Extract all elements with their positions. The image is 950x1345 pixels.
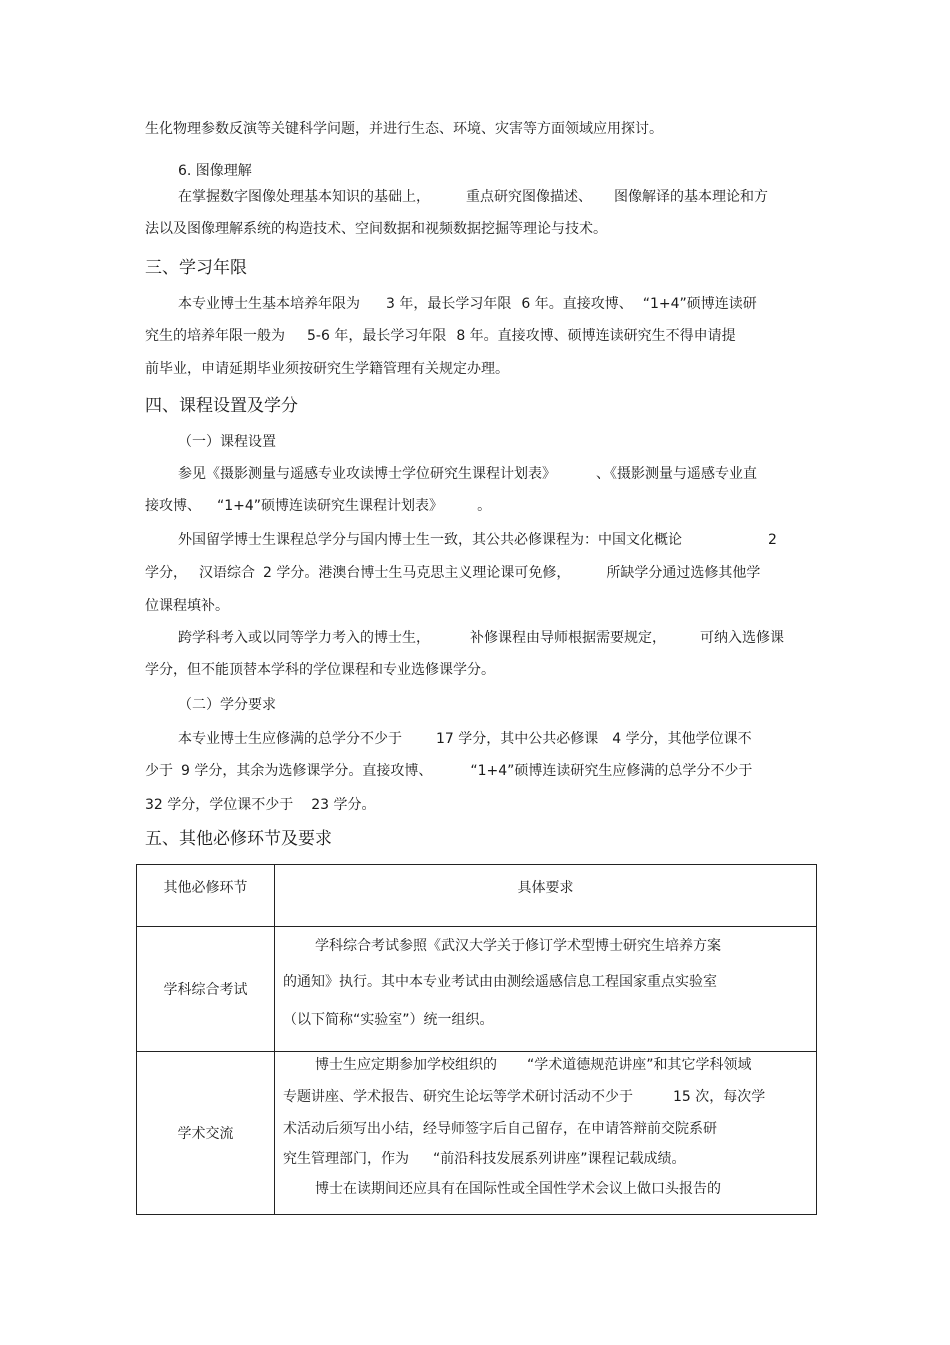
row1-line1: 学科综合考试参照《武汉大学关于修订学术型博士研究生培养方案	[315, 938, 721, 954]
row2-line3: 术活动后须写出小结，经导师签字后自己留存，在申请答辩前交院系研	[283, 1121, 717, 1137]
section3-line2: 究生的培养年限一般为 5-6 年，最长学习年限 8 年。直接攻博、硕博连读研究生不得申请提	[145, 328, 736, 344]
section4-p1-line1: 参见《摄影测量与遥感专业攻读博士学位研究生课程计划表》 、《摄影测量与遥感专业直	[178, 466, 757, 482]
row2-line2: 专题讲座、学术报告、研究生论坛等学术研讨活动不少于 15 次，每次学	[283, 1089, 766, 1105]
table-header-col2: 具体要求	[275, 865, 817, 927]
section4-p3-line2: 学分，但不能顶替本学科的学位课程和专业选修课学分。	[145, 662, 495, 678]
subsection-credit: （二）学分要求	[178, 697, 276, 713]
row2-line4: 究生管理部门，作为 “前沿科技发展系列讲座”课程记载成绩。	[283, 1151, 686, 1167]
row2-line1: 博士生应定期参加学校组织的 “学术道德规范讲座”和其它学科领域	[315, 1057, 752, 1073]
section4-p2-line3: 位课程填补。	[145, 598, 229, 614]
row2-name: 学术交流	[137, 1052, 275, 1215]
section6-line1: 在掌握数字图像处理基本知识的基础上， 重点研究图像描述、 图像解译的基本理论和方	[178, 189, 768, 205]
table-row	[137, 1052, 817, 1215]
section4-p4-line3: 32 学分，学位课不少于 23 学分。	[145, 797, 376, 813]
section5-heading: 五、其他必修环节及要求	[145, 829, 332, 849]
table-row	[137, 927, 817, 1052]
section4-p2-line2: 学分， 汉语综合 2 学分。港澳台博士生马克思主义理论课可免修， 所缺学分通过选修其他学	[145, 565, 761, 581]
section6-line2: 法以及图像理解系统的构造技术、空间数据和视频数据挖掘等理论与技术。	[145, 221, 607, 237]
intro-line: 生化物理参数反演等关键科学问题，并进行生态、环境、灾害等方面领域应用探讨。	[145, 121, 663, 137]
subsection-course: （一）课程设置	[178, 434, 276, 450]
row1-line2: 的通知》执行。其中本专业考试由由测绘遥感信息工程国家重点实验室	[283, 974, 717, 990]
section4-heading: 四、课程设置及学分	[145, 396, 298, 416]
section6-title: 6. 图像理解	[178, 163, 252, 179]
section4-p2-line1: 外国留学博士生课程总学分与国内博士生一致，其公共必修课程为：中国文化概论 2	[178, 532, 777, 548]
row2-line5: 博士在读期间还应具有在国际性或全国性学术会议上做口头报告的	[315, 1181, 721, 1197]
section3-heading: 三、学习年限	[145, 258, 247, 278]
table-header-row	[137, 865, 817, 927]
section4-p4-line1: 本专业博士生应修满的总学分不少于 17 学分，其中公共必修课 4 学分，其他学位课不	[178, 731, 752, 747]
requirements-table	[136, 864, 817, 1215]
row2-detail	[275, 1052, 817, 1215]
section3-line3: 前毕业，申请延期毕业须按研究生学籍管理有关规定办理。	[145, 361, 509, 377]
section4-p4-line2: 少于 9 学分，其余为选修课学分。直接攻博、 “1+4”硕博连读研究生应修满的总学分不少于	[145, 763, 753, 779]
table-header-col1: 其他必修环节	[137, 865, 275, 927]
section3-line1: 本专业博士生基本培养年限为 3 年，最长学习年限 6 年。直接攻博、 “1+4”硕博连读研	[178, 296, 757, 312]
row1-name: 学科综合考试	[137, 927, 275, 1052]
section4-p3-line1: 跨学科考入或以同等学力考入的博士生， 补修课程由导师根据需要规定， 可纳入选修课	[178, 630, 784, 646]
section4-p1-line2: 接攻博、 “1+4”硕博连读研究生课程计划表》 。	[145, 498, 492, 514]
row1-line3: （以下简称“实验室”）统一组织。	[283, 1012, 494, 1028]
row1-detail	[275, 927, 817, 1052]
